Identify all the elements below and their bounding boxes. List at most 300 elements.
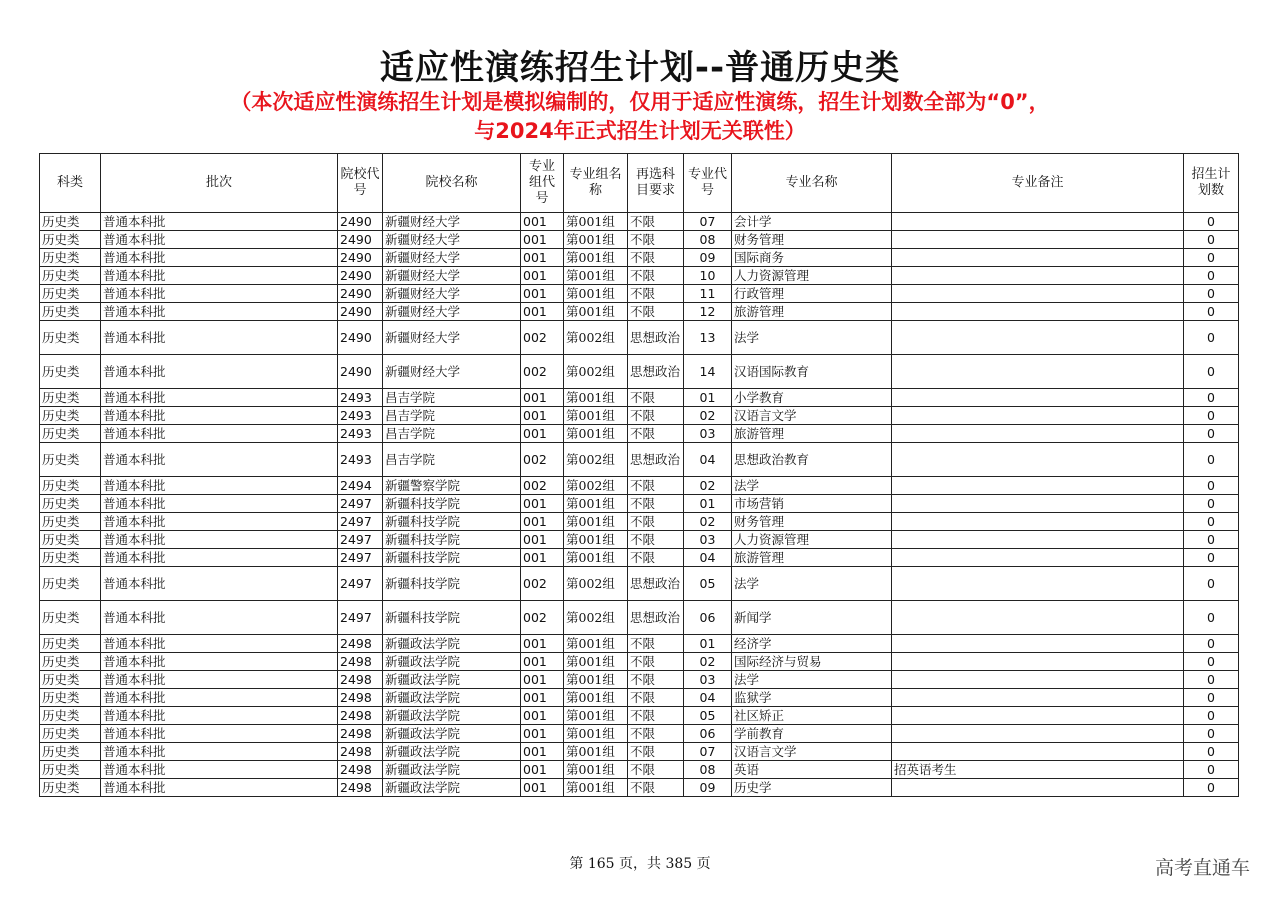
cell-subject: 历史类	[40, 267, 101, 285]
cell-school-code: 2490	[338, 321, 383, 355]
cell-reselect: 不限	[628, 725, 684, 743]
header-school-name: 院校名称	[383, 154, 521, 213]
cell-group-code: 001	[521, 389, 564, 407]
cell-plan: 0	[1184, 443, 1239, 477]
cell-group-code: 001	[521, 425, 564, 443]
cell-school-name: 新疆科技学院	[383, 549, 521, 567]
cell-group-code: 001	[521, 495, 564, 513]
cell-school-code: 2497	[338, 531, 383, 549]
cell-school-code: 2497	[338, 513, 383, 531]
page-footer: 第 165 页，共 385 页	[569, 856, 711, 872]
cell-major-code: 06	[684, 725, 732, 743]
cell-major-name: 市场营销	[732, 495, 892, 513]
cell-school-name: 新疆政法学院	[383, 689, 521, 707]
cell-school-name: 新疆科技学院	[383, 513, 521, 531]
cell-school-code: 2490	[338, 285, 383, 303]
page-title: 适应性演练招生计划--普通历史类	[379, 48, 901, 88]
cell-major-code: 03	[684, 425, 732, 443]
cell-school-code: 2493	[338, 407, 383, 425]
cell-major-name: 社区矫正	[732, 707, 892, 725]
cell-group-code: 001	[521, 779, 564, 797]
cell-school-code: 2490	[338, 303, 383, 321]
cell-group-name: 第002组	[564, 567, 628, 601]
cell-major-name: 国际商务	[732, 249, 892, 267]
cell-group-name: 第001组	[564, 495, 628, 513]
cell-school-code: 2498	[338, 761, 383, 779]
cell-group-name: 第001组	[564, 231, 628, 249]
cell-school-code: 2490	[338, 267, 383, 285]
cell-major-name: 汉语言文学	[732, 407, 892, 425]
cell-plan: 0	[1184, 425, 1239, 443]
cell-plan: 0	[1184, 513, 1239, 531]
cell-subject: 历史类	[40, 285, 101, 303]
cell-group-name: 第001组	[564, 513, 628, 531]
cell-school-code: 2498	[338, 707, 383, 725]
cell-major-name: 法学	[732, 567, 892, 601]
cell-remark	[892, 601, 1184, 635]
cell-major-code: 03	[684, 671, 732, 689]
header-school-code: 院校代号	[338, 154, 383, 213]
cell-school-name: 新疆科技学院	[383, 531, 521, 549]
cell-subject: 历史类	[40, 443, 101, 477]
cell-major-name: 汉语言文学	[732, 743, 892, 761]
cell-reselect: 不限	[628, 213, 684, 231]
table-row	[40, 653, 1239, 671]
cell-subject: 历史类	[40, 707, 101, 725]
cell-major-name: 法学	[732, 321, 892, 355]
cell-batch: 普通本科批	[101, 407, 338, 425]
cell-remark	[892, 407, 1184, 425]
cell-group-name: 第002组	[564, 355, 628, 389]
cell-group-code: 001	[521, 743, 564, 761]
cell-school-name: 新疆政法学院	[383, 671, 521, 689]
cell-school-name: 新疆财经大学	[383, 249, 521, 267]
cell-school-code: 2498	[338, 689, 383, 707]
cell-school-name: 新疆财经大学	[383, 213, 521, 231]
cell-reselect: 思想政治	[628, 355, 684, 389]
cell-plan: 0	[1184, 567, 1239, 601]
cell-remark	[892, 671, 1184, 689]
header-group-name: 专业组名称	[564, 154, 628, 213]
cell-batch: 普通本科批	[101, 689, 338, 707]
cell-batch: 普通本科批	[101, 303, 338, 321]
cell-batch: 普通本科批	[101, 725, 338, 743]
cell-reselect: 不限	[628, 407, 684, 425]
cell-remark	[892, 495, 1184, 513]
cell-plan: 0	[1184, 671, 1239, 689]
cell-school-name: 新疆政法学院	[383, 743, 521, 761]
cell-remark	[892, 443, 1184, 477]
cell-group-code: 001	[521, 407, 564, 425]
cell-plan: 0	[1184, 267, 1239, 285]
cell-reselect: 思想政治	[628, 601, 684, 635]
cell-major-name: 小学教育	[732, 389, 892, 407]
cell-remark	[892, 743, 1184, 761]
cell-group-code: 001	[521, 285, 564, 303]
cell-major-code: 07	[684, 743, 732, 761]
cell-batch: 普通本科批	[101, 779, 338, 797]
cell-group-code: 001	[521, 761, 564, 779]
cell-group-name: 第001组	[564, 303, 628, 321]
cell-group-code: 002	[521, 567, 564, 601]
cell-reselect: 思想政治	[628, 567, 684, 601]
table-row	[40, 249, 1239, 267]
table-row	[40, 635, 1239, 653]
cell-group-code: 002	[521, 443, 564, 477]
cell-school-code: 2498	[338, 653, 383, 671]
cell-school-name: 新疆财经大学	[383, 267, 521, 285]
table-row	[40, 495, 1239, 513]
cell-group-name: 第001组	[564, 285, 628, 303]
table-row	[40, 407, 1239, 425]
cell-school-name: 昌吉学院	[383, 389, 521, 407]
cell-major-code: 05	[684, 567, 732, 601]
cell-plan: 0	[1184, 549, 1239, 567]
table-row	[40, 425, 1239, 443]
cell-subject: 历史类	[40, 725, 101, 743]
cell-major-code: 03	[684, 531, 732, 549]
cell-major-name: 监狱学	[732, 689, 892, 707]
cell-major-code: 11	[684, 285, 732, 303]
table-row	[40, 671, 1239, 689]
table-row	[40, 321, 1239, 355]
cell-major-name: 英语	[732, 761, 892, 779]
cell-group-code: 001	[521, 671, 564, 689]
cell-school-code: 2490	[338, 249, 383, 267]
cell-batch: 普通本科批	[101, 389, 338, 407]
table-row	[40, 303, 1239, 321]
cell-remark	[892, 689, 1184, 707]
cell-major-code: 02	[684, 407, 732, 425]
cell-group-name: 第001组	[564, 707, 628, 725]
cell-school-name: 新疆科技学院	[383, 601, 521, 635]
cell-plan: 0	[1184, 355, 1239, 389]
cell-major-name: 汉语国际教育	[732, 355, 892, 389]
cell-major-code: 02	[684, 653, 732, 671]
cell-remark	[892, 531, 1184, 549]
cell-reselect: 不限	[628, 671, 684, 689]
cell-plan: 0	[1184, 779, 1239, 797]
cell-major-name: 法学	[732, 671, 892, 689]
cell-reselect: 不限	[628, 531, 684, 549]
cell-remark	[892, 321, 1184, 355]
cell-school-name: 新疆财经大学	[383, 285, 521, 303]
cell-group-name: 第001组	[564, 761, 628, 779]
cell-group-name: 第002组	[564, 477, 628, 495]
table-row	[40, 443, 1239, 477]
table-row	[40, 743, 1239, 761]
header-group-code: 专业组代号	[521, 154, 564, 213]
cell-major-code: 06	[684, 601, 732, 635]
cell-group-name: 第001组	[564, 389, 628, 407]
cell-major-code: 09	[684, 249, 732, 267]
cell-batch: 普通本科批	[101, 549, 338, 567]
cell-group-code: 002	[521, 355, 564, 389]
cell-subject: 历史类	[40, 321, 101, 355]
cell-major-name: 财务管理	[732, 513, 892, 531]
cell-reselect: 不限	[628, 779, 684, 797]
cell-major-name: 人力资源管理	[732, 531, 892, 549]
header-reselect: 再选科目要求	[628, 154, 684, 213]
cell-group-name: 第001组	[564, 671, 628, 689]
cell-group-name: 第002组	[564, 443, 628, 477]
cell-school-name: 新疆财经大学	[383, 321, 521, 355]
cell-group-code: 002	[521, 601, 564, 635]
cell-batch: 普通本科批	[101, 231, 338, 249]
table-row	[40, 601, 1239, 635]
cell-batch: 普通本科批	[101, 355, 338, 389]
cell-reselect: 不限	[628, 425, 684, 443]
cell-group-name: 第002组	[564, 601, 628, 635]
cell-major-code: 12	[684, 303, 732, 321]
cell-subject: 历史类	[40, 689, 101, 707]
cell-batch: 普通本科批	[101, 285, 338, 303]
table-row	[40, 761, 1239, 779]
table-row	[40, 477, 1239, 495]
cell-school-name: 新疆政法学院	[383, 653, 521, 671]
brand-watermark: 高考直通车	[1154, 857, 1250, 879]
cell-reselect: 不限	[628, 495, 684, 513]
cell-group-name: 第001组	[564, 531, 628, 549]
cell-major-name: 历史学	[732, 779, 892, 797]
cell-batch: 普通本科批	[101, 635, 338, 653]
cell-group-code: 001	[521, 231, 564, 249]
cell-plan: 0	[1184, 635, 1239, 653]
cell-major-code: 05	[684, 707, 732, 725]
cell-school-code: 2497	[338, 549, 383, 567]
cell-school-code: 2494	[338, 477, 383, 495]
cell-subject: 历史类	[40, 389, 101, 407]
table-row	[40, 267, 1239, 285]
cell-batch: 普通本科批	[101, 531, 338, 549]
cell-school-name: 新疆财经大学	[383, 231, 521, 249]
cell-group-name: 第001组	[564, 407, 628, 425]
cell-school-code: 2498	[338, 743, 383, 761]
cell-school-name: 新疆政法学院	[383, 707, 521, 725]
cell-subject: 历史类	[40, 779, 101, 797]
cell-plan: 0	[1184, 707, 1239, 725]
cell-remark	[892, 725, 1184, 743]
cell-school-name: 新疆政法学院	[383, 635, 521, 653]
cell-major-name: 旅游管理	[732, 549, 892, 567]
notice-line-1: （本次适应性演练招生计划是模拟编制的，仅用于适应性演练，招生计划数全部为“0”，	[230, 90, 1050, 114]
cell-remark	[892, 653, 1184, 671]
cell-remark	[892, 389, 1184, 407]
cell-school-name: 新疆科技学院	[383, 495, 521, 513]
cell-group-name: 第001组	[564, 635, 628, 653]
cell-major-name: 财务管理	[732, 231, 892, 249]
notice-line-2: 与2024年正式招生计划无关联性）	[474, 119, 806, 143]
cell-school-name: 新疆科技学院	[383, 567, 521, 601]
cell-school-code: 2490	[338, 213, 383, 231]
cell-batch: 普通本科批	[101, 567, 338, 601]
cell-group-name: 第001组	[564, 779, 628, 797]
cell-school-name: 新疆政法学院	[383, 761, 521, 779]
cell-remark	[892, 635, 1184, 653]
cell-reselect: 不限	[628, 513, 684, 531]
cell-remark	[892, 213, 1184, 231]
cell-subject: 历史类	[40, 231, 101, 249]
cell-group-code: 001	[521, 653, 564, 671]
cell-reselect: 不限	[628, 549, 684, 567]
cell-group-code: 001	[521, 725, 564, 743]
table-row	[40, 531, 1239, 549]
cell-batch: 普通本科批	[101, 601, 338, 635]
table-row	[40, 567, 1239, 601]
cell-subject: 历史类	[40, 355, 101, 389]
header-major-code: 专业代号	[684, 154, 732, 213]
cell-remark	[892, 707, 1184, 725]
cell-group-name: 第001组	[564, 743, 628, 761]
cell-group-name: 第001组	[564, 249, 628, 267]
cell-batch: 普通本科批	[101, 761, 338, 779]
cell-group-code: 001	[521, 267, 564, 285]
cell-school-name: 昌吉学院	[383, 425, 521, 443]
cell-batch: 普通本科批	[101, 513, 338, 531]
cell-major-code: 02	[684, 513, 732, 531]
cell-reselect: 不限	[628, 249, 684, 267]
cell-major-code: 04	[684, 549, 732, 567]
cell-major-name: 国际经济与贸易	[732, 653, 892, 671]
enrollment-plan-table	[39, 153, 1239, 797]
header-plan: 招生计划数	[1184, 154, 1239, 213]
cell-school-code: 2497	[338, 495, 383, 513]
cell-subject: 历史类	[40, 495, 101, 513]
table-row	[40, 513, 1239, 531]
cell-reselect: 思想政治	[628, 321, 684, 355]
cell-major-name: 行政管理	[732, 285, 892, 303]
cell-plan: 0	[1184, 231, 1239, 249]
cell-major-code: 14	[684, 355, 732, 389]
table-row	[40, 779, 1239, 797]
cell-remark	[892, 513, 1184, 531]
cell-plan: 0	[1184, 249, 1239, 267]
cell-group-name: 第002组	[564, 321, 628, 355]
cell-plan: 0	[1184, 213, 1239, 231]
table-row	[40, 389, 1239, 407]
cell-reselect: 不限	[628, 635, 684, 653]
cell-plan: 0	[1184, 321, 1239, 355]
table-row	[40, 725, 1239, 743]
cell-group-name: 第001组	[564, 213, 628, 231]
cell-school-code: 2490	[338, 355, 383, 389]
cell-group-code: 001	[521, 707, 564, 725]
cell-subject: 历史类	[40, 213, 101, 231]
cell-major-name: 法学	[732, 477, 892, 495]
header-major-name: 专业名称	[732, 154, 892, 213]
cell-school-name: 新疆财经大学	[383, 303, 521, 321]
cell-plan: 0	[1184, 653, 1239, 671]
cell-plan: 0	[1184, 389, 1239, 407]
cell-subject: 历史类	[40, 249, 101, 267]
cell-batch: 普通本科批	[101, 671, 338, 689]
cell-major-name: 会计学	[732, 213, 892, 231]
cell-group-name: 第001组	[564, 653, 628, 671]
cell-group-code: 001	[521, 689, 564, 707]
cell-school-code: 2498	[338, 635, 383, 653]
cell-reselect: 不限	[628, 743, 684, 761]
cell-school-name: 昌吉学院	[383, 407, 521, 425]
cell-subject: 历史类	[40, 635, 101, 653]
cell-remark	[892, 303, 1184, 321]
cell-plan: 0	[1184, 531, 1239, 549]
cell-major-code: 02	[684, 477, 732, 495]
cell-remark	[892, 231, 1184, 249]
cell-group-code: 001	[521, 635, 564, 653]
cell-remark	[892, 425, 1184, 443]
cell-batch: 普通本科批	[101, 743, 338, 761]
cell-batch: 普通本科批	[101, 249, 338, 267]
cell-major-name: 旅游管理	[732, 425, 892, 443]
cell-major-code: 08	[684, 761, 732, 779]
cell-major-code: 07	[684, 213, 732, 231]
cell-plan: 0	[1184, 495, 1239, 513]
cell-plan: 0	[1184, 477, 1239, 495]
cell-reselect: 不限	[628, 303, 684, 321]
cell-reselect: 不限	[628, 653, 684, 671]
cell-subject: 历史类	[40, 513, 101, 531]
cell-reselect: 不限	[628, 231, 684, 249]
cell-school-name: 新疆政法学院	[383, 779, 521, 797]
table-row	[40, 285, 1239, 303]
cell-remark: 招英语考生	[892, 761, 1184, 779]
cell-plan: 0	[1184, 303, 1239, 321]
cell-group-code: 001	[521, 213, 564, 231]
cell-group-code: 001	[521, 249, 564, 267]
cell-remark	[892, 267, 1184, 285]
cell-school-code: 2490	[338, 231, 383, 249]
cell-group-code: 002	[521, 477, 564, 495]
cell-group-code: 001	[521, 531, 564, 549]
cell-reselect: 不限	[628, 285, 684, 303]
cell-plan: 0	[1184, 285, 1239, 303]
cell-subject: 历史类	[40, 601, 101, 635]
cell-batch: 普通本科批	[101, 707, 338, 725]
cell-school-code: 2493	[338, 389, 383, 407]
cell-subject: 历史类	[40, 407, 101, 425]
cell-major-name: 学前教育	[732, 725, 892, 743]
cell-school-name: 新疆政法学院	[383, 725, 521, 743]
cell-group-name: 第001组	[564, 425, 628, 443]
cell-plan: 0	[1184, 689, 1239, 707]
cell-remark	[892, 567, 1184, 601]
cell-remark	[892, 477, 1184, 495]
cell-school-code: 2498	[338, 779, 383, 797]
cell-school-name: 昌吉学院	[383, 443, 521, 477]
header-remark: 专业备注	[892, 154, 1184, 213]
cell-reselect: 不限	[628, 707, 684, 725]
cell-group-code: 001	[521, 549, 564, 567]
cell-school-name: 新疆警察学院	[383, 477, 521, 495]
cell-batch: 普通本科批	[101, 443, 338, 477]
cell-major-code: 04	[684, 689, 732, 707]
cell-plan: 0	[1184, 725, 1239, 743]
cell-subject: 历史类	[40, 761, 101, 779]
header-subject: 科类	[40, 154, 101, 213]
cell-major-name: 思想政治教育	[732, 443, 892, 477]
cell-batch: 普通本科批	[101, 495, 338, 513]
table-row	[40, 213, 1239, 231]
cell-batch: 普通本科批	[101, 213, 338, 231]
cell-major-code: 13	[684, 321, 732, 355]
cell-subject: 历史类	[40, 425, 101, 443]
cell-reselect: 不限	[628, 267, 684, 285]
cell-major-name: 人力资源管理	[732, 267, 892, 285]
cell-batch: 普通本科批	[101, 425, 338, 443]
cell-school-code: 2498	[338, 671, 383, 689]
cell-plan: 0	[1184, 761, 1239, 779]
cell-group-name: 第001组	[564, 267, 628, 285]
